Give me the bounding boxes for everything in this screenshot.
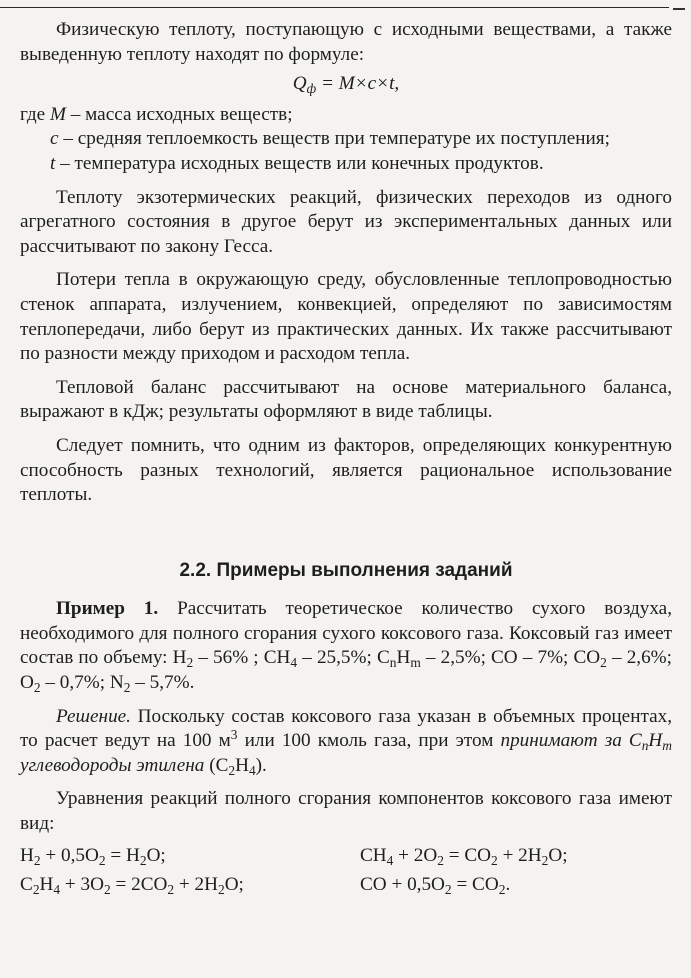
equation-c2h4: $C_2H_4 + 3O_2 = 2CO_2 + 2H_2O$; <box>20 873 244 897</box>
reaction-equations <box>20 841 672 899</box>
intro-paragraph-1: Физическую теплоту, поступающую с исходными веществами, а также выведенную теплоту находят по формуле: <box>20 19 672 65</box>
page-body <box>20 18 672 899</box>
equations-intro: Уравнения реакций полного сгорания компонентов коксового газа имеют вид: <box>20 788 672 835</box>
page-marker <box>673 0 685 10</box>
example-label: Пример 1. <box>56 598 159 620</box>
heat-formula: $Q_ф = M\times c\times t$, <box>292 73 400 97</box>
running-header <box>0 0 691 12</box>
header-rule-line <box>0 7 669 8</box>
equation-co: CO + $0,5O_2 = CO_2$. <box>360 873 511 897</box>
equation-ch4: $CH_4 + 2O_2 = CO_2 + 2H_2O$; <box>360 844 568 868</box>
example-1-task: Пример 1. Рассчитать теоретическое количество сухого воздуха, необходимого для полного сгорания сухого коксового газа. Коксовый газ имеет состав по объему: $H_2 - 56\%$ ; $CH_4 - 25,5\%$; $C_nH_m - 2,5\%$; CO – 7%; $CO_2 - 2,6\%$; $O_2 - 0,7\%$; $N_2 - 5,7\%$. <box>20 598 672 696</box>
section-heading: 2.2. Примеры выполнения заданий <box>179 559 513 581</box>
intro-paragraph-4: Тепловой баланс рассчитывают на основе материального баланса, выражают в кДж; результаты оформляют в виде таблицы. <box>20 376 672 423</box>
definition-c: c – средняя теплоемкость веществ при температуре их поступления; <box>50 128 610 150</box>
intro-paragraph-2: Теплоту экзотермических реакций, физических переходов из одного агрегатного состояния в другое берут из экспериментальных данных или рассчитывают по закону Гесса. <box>20 186 672 257</box>
solution-label: Решение. <box>56 705 131 727</box>
intro-paragraph-3: Потери тепла в окружающую среду, обусловленные теплопроводностью стенок аппарата, излучением, конвекцией, определяют по зависимостям теплопередачи, либо берут из практических данных. Их также рассчитывают по разности между приходом и расходом тепла. <box>20 269 672 365</box>
definition-m: где M – масса исходных веществ; <box>20 103 293 125</box>
equation-h2: $H_2 + 0,5O_2 = H_2O$; <box>20 844 166 868</box>
intro-paragraph-5: Следует помнить, что одним из факторов, определяющих конкурентную способность разных технологий, является рациональное использование теплоты. <box>20 434 672 506</box>
example-1-solution: Решение. Поскольку состав коксового газа указан в объемных процентах, то расчет ведут на 100 $м^3$ или 100 кмоль газа, при этом принимают за $C_nH_m$ углеводороды этилена $(C_2H_4)$. <box>20 705 672 778</box>
definition-t: t – температура исходных веществ или конечных продуктов. <box>50 152 544 174</box>
